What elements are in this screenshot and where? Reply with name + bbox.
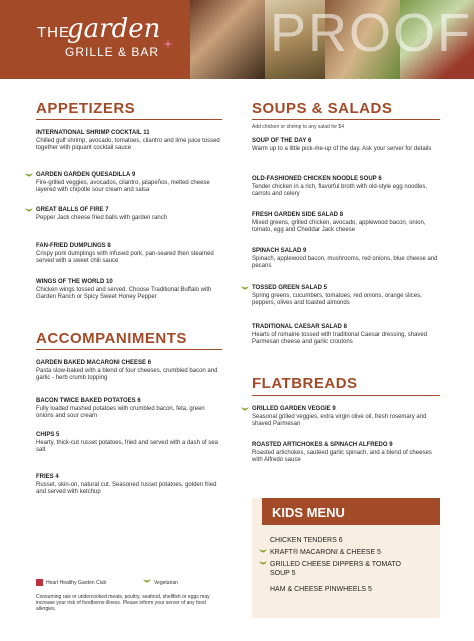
kids-menu-title: KIDS MENU bbox=[272, 505, 345, 520]
food-photo bbox=[190, 0, 265, 79]
menu-item bbox=[36, 243, 222, 266]
menu-item-name: GARDEN BAKED MACARONI CHEESE bbox=[36, 360, 147, 366]
menu-item bbox=[36, 474, 222, 497]
logo-garden: garden bbox=[67, 14, 161, 44]
kids-menu-item: KRAFT® MACARONI & CHEESE 5 bbox=[270, 549, 381, 556]
vegetarian-leaf-icon bbox=[241, 407, 249, 414]
menu-item-price: 4 bbox=[55, 474, 59, 480]
menu-item bbox=[252, 442, 440, 465]
section-rule bbox=[36, 349, 222, 350]
menu-item-description: Spinach, applewood bacon, mushrooms, red onions, blue cheese and pecans bbox=[252, 255, 438, 269]
vegetarian-leaf-icon bbox=[143, 579, 151, 586]
menu-item-name: FRESH GARDEN SIDE SALAD bbox=[252, 212, 339, 218]
menu-item bbox=[36, 172, 222, 195]
menu-item-description: Russet, skin-on, natural cut. Seasoned russet potatoes, golden fried and served with ketchup bbox=[36, 481, 217, 495]
menu-item-description: Fire-grilled veggies, avocados, cilantro, jalapeños, melted cheese layered with chipotle sour cream and salsa bbox=[36, 179, 210, 193]
accompaniments-title: ACCOMPANIMENTS bbox=[36, 330, 187, 347]
logo-subtitle: GRILLE & BAR bbox=[65, 45, 160, 59]
heart-healthy-icon bbox=[36, 579, 43, 586]
vegetarian-leaf-icon bbox=[259, 561, 267, 568]
menu-item-description: Pepper Jack cheese fried balls with garden ranch bbox=[36, 214, 168, 221]
menu-item bbox=[252, 285, 440, 308]
vegetarian-leaf-icon bbox=[25, 173, 33, 180]
menu-item bbox=[252, 138, 440, 153]
vegetarian-leaf-icon bbox=[25, 208, 33, 215]
menu-item bbox=[36, 360, 222, 383]
menu-item bbox=[252, 248, 440, 271]
legend-vegetarian: Vegetarian bbox=[154, 580, 178, 586]
menu-item-price: 6 bbox=[147, 360, 152, 366]
menu-item-name: INTERNATIONAL SHRIMP COCKTAIL bbox=[36, 130, 142, 136]
menu-item-name: BACON TWICE BAKED POTATOES bbox=[36, 398, 136, 404]
menu-item-name: SOUP OF THE DAY bbox=[252, 138, 307, 144]
menu-item-name: GARDEN GARDEN QUESADILLA bbox=[36, 172, 131, 178]
flower-icon bbox=[162, 38, 174, 50]
menu-item-description: Warm up to a little pick-me-up of the day. Ask your server for details bbox=[252, 145, 432, 152]
menu-item-description: Spring greens, cucumbers, tomatoes, red onions, orange slices, peppers, olives and toasted almonds bbox=[252, 292, 422, 306]
menu-item bbox=[36, 432, 222, 455]
menu-item-price: 9 bbox=[332, 406, 336, 412]
menu-item-name: TOSSED GREEN SALAD bbox=[252, 285, 322, 291]
menu-item-price: 8 bbox=[107, 243, 111, 249]
menu-item-name: CHIPS bbox=[36, 432, 55, 438]
menu-item-price: 5 bbox=[323, 285, 327, 291]
kids-menu-item: CHICKEN TENDERS 6 bbox=[270, 537, 343, 544]
menu-item-description: Roasted artichokes, sautéed garlic spinach, and a blend of cheeses with Alfredo sauce bbox=[252, 449, 432, 463]
menu-item-price: 11 bbox=[143, 130, 150, 136]
menu-item bbox=[36, 398, 222, 421]
menu-item-description: Chicken wings tossed and served. Choose Traditional Buffalo with Garden Ranch or Spicy Sweet Honey Pepper bbox=[36, 286, 212, 300]
legend-heart: Heart Healthy Garden Club bbox=[46, 580, 107, 586]
menu-item bbox=[252, 406, 440, 429]
menu-item-price: 5 bbox=[56, 432, 60, 438]
menu-item bbox=[252, 212, 440, 235]
menu-item-description: Fully loaded mashed potatoes with crumbled bacon, feta, green onions and sour cream bbox=[36, 405, 205, 419]
menu-item-name: TRADITIONAL CAESAR SALAD bbox=[252, 324, 342, 330]
menu-item-price: 9 bbox=[303, 248, 307, 254]
vegetarian-leaf-icon bbox=[259, 549, 267, 556]
menu-item-price: 9 bbox=[132, 172, 136, 178]
menu-item-name: SPINACH SALAD bbox=[252, 248, 302, 254]
menu-item-price: 9 bbox=[389, 442, 393, 448]
menu-item-name: WINGS OF THE WORLD bbox=[36, 279, 105, 285]
menu-item-price: 6 bbox=[308, 138, 312, 144]
soups-salads-title: SOUPS & SALADS bbox=[252, 100, 393, 117]
flatbreads-title: FLATBREADS bbox=[252, 375, 358, 392]
menu-item bbox=[36, 207, 222, 222]
kids-menu-item: GRILLED CHEESE DIPPERS & TOMATO SOUP 5 bbox=[270, 561, 401, 577]
menu-item-name: GRILLED GARDEN VEGGIE bbox=[252, 406, 331, 412]
menu-item-price: 6 bbox=[378, 176, 382, 182]
menu-item-name: GREAT BALLS OF FIRE bbox=[36, 207, 104, 213]
menu-item-description: Mixed greens, grilled chicken, avocado, applewood bacon, onion, tomato, egg and Cheddar Jack cheese bbox=[252, 219, 426, 233]
appetizers-title: APPETIZERS bbox=[36, 100, 136, 117]
menu-item bbox=[252, 176, 440, 199]
menu-item-name: ROASTED ARTICHOKES & SPINACH ALFREDO bbox=[252, 442, 388, 448]
menu-item-price: 8 bbox=[339, 212, 344, 218]
menu-item bbox=[252, 324, 440, 347]
menu-item-description: Crispy pork dumplings with infused pork, pan-seared then steamed served with a sweet chili sauce bbox=[36, 250, 214, 264]
soups-note: Add chicken or shrimp to any salad for $4 bbox=[252, 124, 344, 130]
menu-item bbox=[36, 279, 222, 302]
footnote: Consuming raw or undercooked meats, poultry, seafood, shellfish or eggs may increase your risk of foodborne illness. Please inform your server of any food allergies. bbox=[36, 594, 210, 612]
kids-menu-item: HAM & CHEESE PINWHEELS 5 bbox=[270, 586, 372, 593]
menu-item bbox=[36, 130, 222, 153]
menu-item-description: Hearts of romaine tossed with traditional Caesar dressing, shaved Parmesan cheese and garlic croutons bbox=[252, 331, 428, 345]
section-rule bbox=[36, 119, 222, 120]
menu-item-price: 8 bbox=[343, 324, 347, 330]
menu-item-description: Tender chicken in a rich, flavorful broth with old-style egg noodles, carrots and celery bbox=[252, 183, 428, 197]
menu-item-description: Hearty, thick-cut russet potatoes, fried and served with a dash of sea salt bbox=[36, 439, 218, 453]
menu-item-price: 10 bbox=[106, 279, 113, 285]
vegetarian-leaf-icon bbox=[241, 286, 249, 293]
proof-watermark: PROOF bbox=[270, 3, 473, 63]
menu-item-price: 7 bbox=[105, 207, 109, 213]
menu-item-name: FAN-FRIED DUMPLINGS bbox=[36, 243, 106, 249]
section-rule bbox=[252, 395, 440, 396]
menu-item-description: Seasonal grilled veggies, extra virgin olive oil, fresh rosemary and shaved Parmesan bbox=[252, 413, 427, 427]
logo-the: THE bbox=[37, 24, 70, 41]
menu-item-name: FRIES bbox=[36, 474, 54, 480]
menu-header bbox=[0, 0, 474, 79]
menu-item-name: OLD-FASHIONED CHICKEN NOODLE SOUP bbox=[252, 176, 377, 182]
section-rule bbox=[252, 119, 440, 120]
menu-item-description: Pasta slow-baked with a blend of four cheeses, crumbled bacon and garlic - herb crumb topping bbox=[36, 367, 218, 381]
menu-item-description: Chilled gulf shrimp, avocado, tomatoes, cilantro and lime juice tossed together with piquant cocktail sauce bbox=[36, 137, 220, 151]
menu-item-price: 6 bbox=[137, 398, 141, 404]
